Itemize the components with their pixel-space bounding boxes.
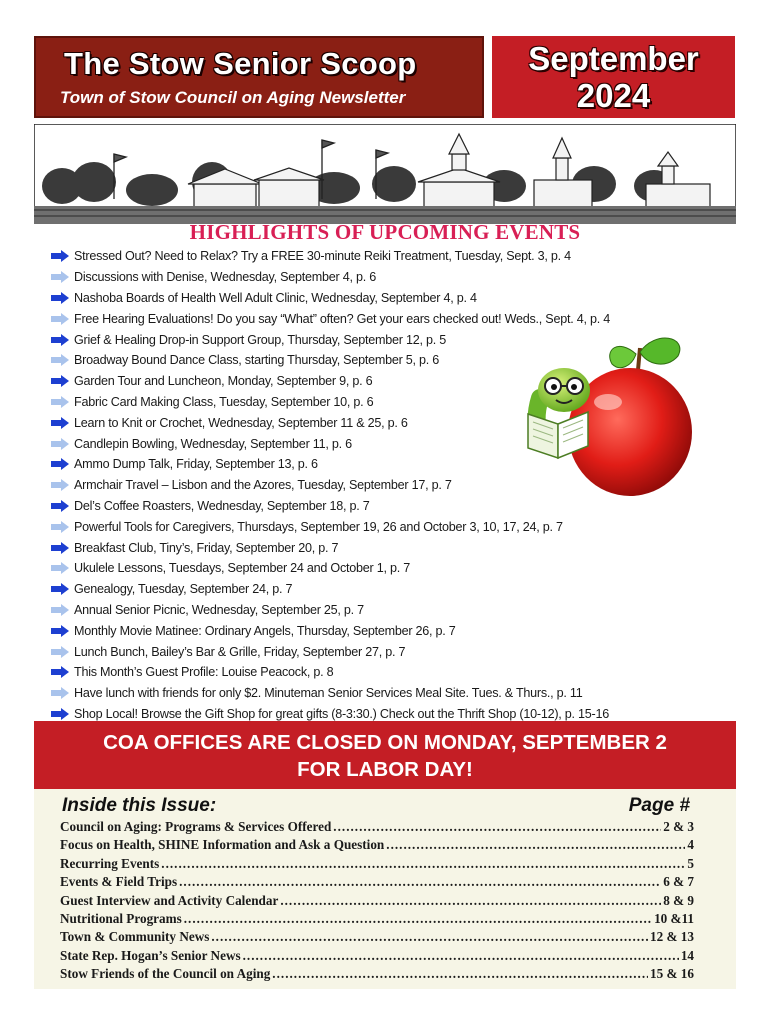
- highlight-text: Ukulele Lessons, Tuesdays, September 24 and October 1, p. 7: [74, 561, 410, 576]
- toc-entry-label: Events & Field Trips: [60, 874, 178, 890]
- closed-banner-line1: COA OFFICES ARE CLOSED ON MONDAY, SEPTEMBER 2: [103, 731, 667, 754]
- arrow-bullet-icon: [50, 583, 70, 595]
- arrow-bullet-icon: [50, 271, 70, 283]
- highlight-text: Broadway Bound Dance Class, starting Thursday, September 5, p. 6: [74, 353, 440, 368]
- highlight-text: Genealogy, Tuesday, September 24, p. 7: [74, 582, 293, 597]
- highlights-heading: HIGHLIGHTS OF UPCOMING EVENTS: [189, 220, 581, 244]
- arrow-bullet-icon: [50, 479, 70, 491]
- highlight-text: Have lunch with friends for only $2. Minuteman Senior Services Meal Site. Tues. & Thurs., p. 11: [74, 686, 583, 701]
- highlight-text: Ammo Dump Talk, Friday, September 13, p. 6: [74, 457, 318, 472]
- highlight-text: Stressed Out? Need to Relax? Try a FREE 30-minute Reiki Treatment, Tuesday, Sept. 3, p. 4: [74, 249, 571, 264]
- highlight-item: [50, 288, 610, 309]
- masthead-title-block: [34, 36, 484, 118]
- toc-entry: [60, 893, 694, 911]
- highlight-text: Armchair Travel – Lisbon and the Azores, Tuesday, September 17, p. 7: [74, 478, 452, 493]
- highlight-item: [50, 537, 610, 558]
- toc-entry-label: Stow Friends of the Council on Aging: [60, 966, 271, 982]
- toc-entry-page: 4: [687, 837, 694, 853]
- highlight-text: Annual Senior Picnic, Wednesday, September 25, p. 7: [74, 602, 364, 617]
- toc-entry-page: 15 & 16: [650, 966, 694, 982]
- arrow-bullet-icon: [50, 625, 70, 637]
- highlight-item: [50, 308, 610, 329]
- apple-bookworm-clipart: [520, 330, 695, 505]
- toc-dot-leader: [161, 856, 685, 872]
- arrow-bullet-icon: [50, 562, 70, 574]
- arrow-bullet-icon: [50, 313, 70, 325]
- highlight-text: Garden Tour and Luncheon, Monday, September 9, p. 6: [74, 374, 373, 389]
- highlight-text: Grief & Healing Drop-in Support Group, Thursday, September 12, p. 5: [74, 332, 446, 347]
- highlight-text: Discussions with Denise, Wednesday, September 4, p. 6: [74, 270, 376, 285]
- highlight-text: Shop Local! Browse the Gift Shop for great gifts (8-3:30.) Check out the Thrift Shop (10-12), p. 15-16: [74, 706, 609, 721]
- toc-entry: [60, 929, 694, 947]
- highlight-item: [50, 558, 610, 579]
- table-of-contents: [60, 819, 694, 985]
- highlight-text: Del’s Coffee Roasters, Wednesday, September 18, p. 7: [74, 498, 370, 513]
- highlight-text: Nashoba Boards of Health Well Adult Clinic, Wednesday, September 4, p. 4: [74, 290, 477, 305]
- toc-dot-leader: [179, 874, 661, 890]
- highlight-item: [50, 246, 610, 267]
- toc-entry-page: 5: [687, 855, 694, 871]
- issue-month: September: [528, 40, 699, 77]
- arrow-bullet-icon: [50, 250, 70, 262]
- toc-entry-label: Council on Aging: Programs & Services Offered: [60, 819, 332, 834]
- toc-entry: [60, 966, 694, 984]
- toc-entry-label: Town & Community News: [60, 929, 210, 945]
- issue-year: 2024: [576, 77, 651, 114]
- highlight-text: Free Hearing Evaluations! Do you say “What” often? Get your ears checked out! Weds., Sept. 4, p. 4: [74, 311, 610, 326]
- arrow-bullet-icon: [50, 646, 70, 658]
- arrow-bullet-icon: [50, 666, 70, 678]
- highlight-item: [50, 600, 610, 621]
- toc-dot-leader: [211, 929, 648, 945]
- highlight-item: [50, 662, 610, 683]
- toc-entry-page: 10 &11: [654, 910, 694, 926]
- toc-entry-page: 6 & 7: [663, 874, 694, 890]
- highlight-text: Fabric Card Making Class, Tuesday, September 10, p. 6: [74, 394, 374, 409]
- arrow-bullet-icon: [50, 604, 70, 616]
- toc-entry: [60, 856, 694, 874]
- toc-entry: [60, 819, 694, 837]
- highlight-text: Learn to Knit or Crochet, Wednesday, September 11 & 25, p. 6: [74, 415, 408, 430]
- inside-issue-title: Inside this Issue:: [62, 795, 217, 816]
- arrow-bullet-icon: [50, 292, 70, 304]
- toc-entry-label: Recurring Events: [60, 855, 160, 871]
- highlight-text: Monthly Movie Matinee: Ordinary Angels, Thursday, September 26, p. 7: [74, 623, 456, 638]
- highlight-text: Candlepin Bowling, Wednesday, September 11, p. 6: [74, 436, 352, 451]
- toc-entry-label: Focus on Health, SHINE Information and Ask a Question: [60, 837, 385, 853]
- toc-entry-page: 8 & 9: [663, 892, 694, 908]
- arrow-bullet-icon: [50, 458, 70, 470]
- highlight-item: [50, 683, 610, 704]
- toc-dot-leader: [386, 837, 685, 853]
- arrow-bullet-icon: [50, 500, 70, 512]
- issue-date-block: [492, 36, 735, 118]
- highlight-text: Lunch Bunch, Bailey’s Bar & Grille, Friday, September 27, p. 7: [74, 644, 406, 659]
- arrow-bullet-icon: [50, 521, 70, 533]
- toc-dot-leader: [272, 966, 648, 982]
- highlight-item: [50, 641, 610, 662]
- highlight-item: [50, 579, 610, 600]
- toc-dot-leader: [243, 948, 679, 964]
- toc-dot-leader: [280, 893, 661, 909]
- toc-entry: [60, 874, 694, 892]
- toc-dot-leader: [184, 911, 652, 927]
- toc-entry-page: 14: [680, 947, 694, 963]
- newsletter-subtitle: Town of Stow Council on Aging Newsletter: [60, 88, 406, 107]
- highlight-text: This Month’s Guest Profile: Louise Peacock, p. 8: [74, 665, 334, 680]
- arrow-bullet-icon: [50, 354, 70, 366]
- toc-entry-page: 12 & 13: [650, 929, 694, 945]
- arrow-bullet-icon: [50, 396, 70, 408]
- arrow-bullet-icon: [50, 438, 70, 450]
- inside-this-issue-box: [34, 789, 736, 989]
- office-closed-banner: [34, 721, 736, 789]
- arrow-bullet-icon: [50, 687, 70, 699]
- newsletter-title: The Stow Senior Scoop: [64, 46, 417, 81]
- toc-entry: [60, 911, 694, 929]
- highlight-item: [50, 620, 610, 641]
- toc-entry: [60, 948, 694, 966]
- page-number-header: Page #: [628, 795, 690, 816]
- arrow-bullet-icon: [50, 708, 70, 720]
- arrow-bullet-icon: [50, 334, 70, 346]
- toc-dot-leader: [333, 819, 661, 835]
- toc-entry-label: Nutritional Programs: [60, 910, 182, 926]
- closed-banner-line2: FOR LABOR DAY!: [297, 758, 473, 781]
- highlight-item: [50, 516, 610, 537]
- toc-entry-page: 2 & 3: [663, 819, 694, 834]
- toc-entry: [60, 837, 694, 855]
- toc-entry-label: Guest Interview and Activity Calendar: [60, 892, 279, 908]
- arrow-bullet-icon: [50, 542, 70, 554]
- arrow-bullet-icon: [50, 417, 70, 429]
- town-skyline-illustration: [34, 124, 736, 224]
- highlight-text: Powerful Tools for Caregivers, Thursdays, September 19, 26 and October 3, 10, 17, 24, p. 7: [74, 519, 563, 534]
- highlight-item: [50, 267, 610, 288]
- arrow-bullet-icon: [50, 375, 70, 387]
- highlight-text: Breakfast Club, Tiny’s, Friday, September 20, p. 7: [74, 540, 339, 555]
- toc-entry-label: State Rep. Hogan’s Senior News: [60, 947, 241, 963]
